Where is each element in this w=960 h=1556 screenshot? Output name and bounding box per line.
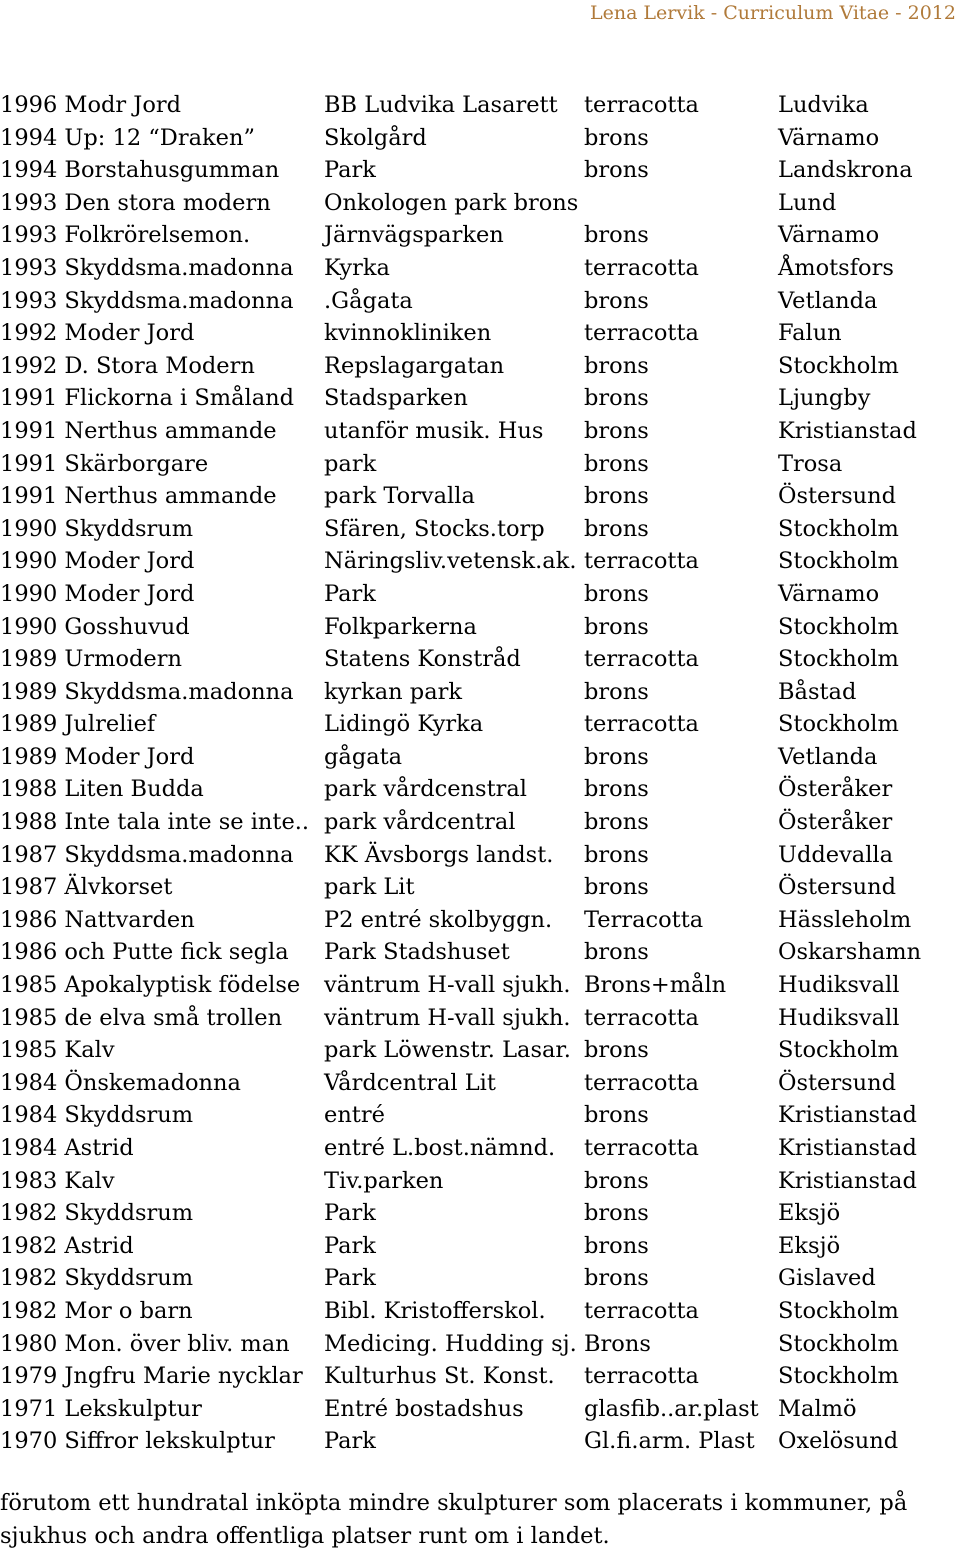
work-title: 1985 Kalv: [0, 1037, 115, 1064]
work-location: Repslagargatan: [324, 352, 505, 379]
work-title: 1985 Apokalyptisk födelse: [0, 972, 301, 999]
work-material: brons: [584, 841, 649, 868]
work-title: 1989 Urmodern: [0, 646, 182, 673]
work-location: Medicing. Hudding sj.: [324, 1330, 577, 1357]
work-title: 1994 Up: 12 “Draken”: [0, 124, 255, 151]
work-city: Värnamo: [778, 580, 880, 607]
work-location: Lidingö Kyrka: [324, 711, 484, 738]
work-location: Onkologen park brons: [324, 189, 579, 216]
work-material: terracotta: [584, 320, 699, 347]
work-title: 1982 Skyddsrum: [0, 1265, 194, 1292]
work-location: park: [324, 450, 377, 477]
work-row: [0, 317, 960, 350]
work-city: Eksjö: [778, 1232, 841, 1259]
work-row: [0, 1034, 960, 1067]
work-location: Folkparkerna: [324, 613, 477, 640]
work-location: Park: [324, 1265, 376, 1292]
work-title: 1993 Skyddsma.madonna: [0, 287, 294, 314]
work-city: Stockholm: [778, 1037, 899, 1064]
page-header-title: Lena Lervik - Curriculum Vitae - 2012: [589, 2, 956, 24]
work-location: Kyrka: [324, 254, 390, 281]
work-location: Vårdcentral Lit: [324, 1069, 496, 1096]
work-material: terracotta: [584, 254, 699, 281]
work-material: brons: [584, 1167, 649, 1194]
work-material: Gl.fi.arm. Plast: [584, 1428, 755, 1455]
work-location: Kulturhus St. Konst.: [324, 1363, 555, 1390]
work-row: [0, 871, 960, 904]
work-location: kyrkan park: [324, 678, 462, 705]
work-material: brons: [584, 1200, 649, 1227]
work-material: brons: [584, 939, 649, 966]
work-title: 1989 Moder Jord: [0, 743, 195, 770]
work-city: Landskrona: [778, 157, 913, 184]
work-row: [0, 219, 960, 252]
work-location: Stadsparken: [324, 385, 468, 412]
work-title: 1990 Moder Jord: [0, 548, 195, 575]
work-location: .Gågata: [324, 287, 413, 314]
work-title: 1982 Skyddsrum: [0, 1200, 194, 1227]
work-material: brons: [584, 157, 649, 184]
work-location: väntrum H-vall sjukh.: [324, 1004, 571, 1031]
work-location: KK Ävsborgs landst.: [324, 841, 554, 868]
work-row: [0, 936, 960, 969]
work-row: [0, 741, 960, 774]
work-material: brons: [584, 124, 649, 151]
work-material: terracotta: [584, 1069, 699, 1096]
work-row: [0, 1328, 960, 1361]
work-material: brons: [584, 1102, 649, 1129]
work-location: utanför musik. Hus: [324, 417, 544, 444]
work-location: Park: [324, 157, 376, 184]
work-row: [0, 1295, 960, 1328]
work-city: Värnamo: [778, 222, 880, 249]
work-city: Österåker: [778, 809, 893, 836]
work-city: Kristianstad: [778, 1102, 917, 1129]
work-row: [0, 578, 960, 611]
work-city: Kristianstad: [778, 1135, 917, 1161]
work-material: terracotta: [584, 646, 699, 673]
work-material: glasfib..ar.plast: [584, 1395, 759, 1422]
work-material: terracotta: [584, 548, 699, 575]
work-title: 1992 Moder Jord: [0, 320, 195, 347]
work-title: 1990 Skyddsrum: [0, 515, 194, 542]
work-city: Stockholm: [778, 711, 899, 738]
work-title: 1987 Skyddsma.madonna: [0, 841, 294, 868]
work-city: Lund: [778, 189, 837, 216]
work-row: [0, 969, 960, 1002]
work-material: Brons: [584, 1330, 651, 1357]
work-material: brons: [584, 776, 649, 803]
work-city: Stockholm: [778, 1330, 899, 1357]
work-location: park Torvalla: [324, 483, 475, 510]
work-row: [0, 1067, 960, 1100]
work-title: 1985 de elva små trollen: [0, 1004, 283, 1031]
work-city: Malmö: [778, 1395, 857, 1422]
work-row: [0, 1425, 960, 1458]
work-title: 1984 Skyddsrum: [0, 1102, 194, 1129]
work-material: brons: [584, 874, 649, 901]
work-row: [0, 480, 960, 513]
work-title: 1993 Den stora modern: [0, 189, 271, 216]
work-location: Entré bostadshus: [324, 1395, 524, 1422]
work-city: Oskarshamn: [778, 939, 922, 966]
work-location: Näringsliv.vetensk.ak.: [324, 548, 577, 575]
work-city: Vetlanda: [778, 743, 878, 770]
work-title: 1993 Folkrörelsemon.: [0, 222, 251, 249]
work-material: terracotta: [584, 1004, 699, 1031]
work-location: kvinnokliniken: [324, 320, 492, 347]
work-material: brons: [584, 287, 649, 314]
work-location: Statens Konstråd: [324, 646, 521, 673]
work-city: Stockholm: [778, 548, 899, 575]
work-title: 1979 Jngfru Marie nycklar: [0, 1363, 303, 1390]
work-material: terracotta: [584, 711, 699, 738]
work-city: Stockholm: [778, 515, 899, 542]
work-location: Park: [324, 1428, 376, 1455]
work-title: 1991 Nerthus ammande: [0, 483, 277, 510]
work-location: väntrum H-vall sjukh.: [324, 972, 571, 999]
work-row: [0, 415, 960, 448]
work-row: [0, 122, 960, 155]
work-location: BB Ludvika Lasarett: [324, 92, 558, 118]
work-location: park vårdcentral: [324, 809, 516, 836]
work-row: [0, 611, 960, 644]
work-title: 1982 Astrid: [0, 1232, 134, 1259]
work-row: [0, 154, 960, 187]
work-material: brons: [584, 417, 649, 444]
work-city: Hudiksvall: [778, 1004, 900, 1031]
work-row: [0, 545, 960, 578]
work-city: Trosa: [778, 450, 843, 477]
work-row: [0, 252, 960, 285]
work-row: [0, 676, 960, 709]
work-title: 1989 Julrelief: [0, 711, 156, 738]
work-title: 1993 Skyddsma.madonna: [0, 254, 294, 281]
work-row: [0, 1099, 960, 1132]
work-title: 1991 Nerthus ammande: [0, 417, 277, 444]
work-material: brons: [584, 222, 649, 249]
work-material: brons: [584, 515, 649, 542]
work-material: brons: [584, 580, 649, 607]
work-city: Falun: [778, 320, 842, 347]
work-material: brons: [584, 1232, 649, 1259]
work-material: brons: [584, 1265, 649, 1292]
work-row: [0, 285, 960, 318]
work-material: brons: [584, 613, 649, 640]
work-location: Park: [324, 1200, 376, 1227]
work-city: Österåker: [778, 776, 893, 803]
work-row: [0, 1132, 960, 1165]
work-row: [0, 806, 960, 839]
work-row: [0, 513, 960, 546]
work-title: 1989 Skyddsma.madonna: [0, 678, 294, 705]
work-row: [0, 839, 960, 872]
work-city: Ludvika: [778, 92, 869, 118]
work-material: brons: [584, 743, 649, 770]
work-row: [0, 1393, 960, 1426]
work-material: brons: [584, 1037, 649, 1064]
work-material: brons: [584, 450, 649, 477]
work-title: 1987 Älvkorset: [0, 874, 173, 901]
work-location: Park: [324, 1232, 376, 1259]
work-material: brons: [584, 352, 649, 379]
work-city: Värnamo: [778, 124, 880, 151]
work-material: Brons+måln: [584, 972, 727, 999]
work-title: 1990 Gosshuvud: [0, 613, 190, 640]
work-title: 1986 och Putte fick segla: [0, 939, 289, 966]
work-material: terracotta: [584, 92, 699, 118]
work-title: 1990 Moder Jord: [0, 580, 195, 607]
work-city: Uddevalla: [778, 841, 894, 868]
work-title: 1984 Astrid: [0, 1135, 134, 1161]
work-location: park Lit: [324, 874, 415, 901]
work-location: park Löwenstr. Lasar.: [324, 1037, 571, 1064]
work-material: brons: [584, 678, 649, 705]
work-row: [0, 382, 960, 415]
work-location: Sfären, Stocks.torp: [324, 515, 545, 542]
work-city: Stockholm: [778, 613, 899, 640]
work-title: 1996 Modr Jord: [0, 92, 182, 118]
work-city: Båstad: [778, 678, 857, 705]
work-title: 1991 Skärborgare: [0, 450, 209, 477]
work-location: entré: [324, 1102, 385, 1129]
work-material: brons: [584, 809, 649, 836]
work-city: Oxelösund: [778, 1428, 899, 1455]
work-city: Eksjö: [778, 1200, 841, 1227]
work-city: Östersund: [778, 483, 897, 510]
work-row: [0, 187, 960, 220]
work-material: brons: [584, 483, 649, 510]
work-city: Stockholm: [778, 1363, 899, 1390]
work-city: Stockholm: [778, 352, 899, 379]
work-location: Tiv.parken: [324, 1167, 444, 1194]
work-row: [0, 773, 960, 806]
work-title: 1971 Lekskulptur: [0, 1395, 202, 1422]
work-city: Östersund: [778, 874, 897, 901]
work-row: [0, 1002, 960, 1035]
work-row: [0, 1262, 960, 1295]
work-location: Park: [324, 580, 376, 607]
work-city: Åmotsfors: [778, 254, 894, 281]
work-location: park vårdcenstral: [324, 776, 528, 803]
work-material: brons: [584, 385, 649, 412]
work-location: Bibl. Kristofferskol.: [324, 1297, 546, 1324]
work-location: Skolgård: [324, 124, 427, 151]
work-title: 1980 Mon. över bliv. man: [0, 1330, 290, 1357]
work-title: 1988 Liten Budda: [0, 776, 204, 803]
work-title: 1992 D. Stora Modern: [0, 352, 255, 379]
work-title: 1988 Inte tala inte se inte..: [0, 809, 310, 836]
work-title: 1991 Flickorna i Småland: [0, 385, 295, 412]
work-row: [0, 1165, 960, 1198]
work-title: 1984 Önskemadonna: [0, 1069, 241, 1096]
work-material: terracotta: [584, 1363, 699, 1390]
work-city: Gislaved: [778, 1265, 876, 1292]
work-location: P2 entré skolbyggn.: [324, 906, 553, 933]
work-row: [0, 904, 960, 937]
work-city: Stockholm: [778, 646, 899, 673]
work-title: 1982 Mor o barn: [0, 1297, 193, 1324]
work-city: Kristianstad: [778, 1167, 917, 1194]
work-title: 1983 Kalv: [0, 1167, 115, 1194]
work-row: [0, 643, 960, 676]
work-location: entré L.bost.nämnd.: [324, 1135, 556, 1161]
work-title: 1986 Nattvarden: [0, 906, 195, 933]
work-material: terracotta: [584, 1297, 699, 1324]
work-row: [0, 1197, 960, 1230]
work-city: Vetlanda: [778, 287, 878, 314]
work-city: Hudiksvall: [778, 972, 900, 999]
work-title: 1994 Borstahusgumman: [0, 157, 280, 184]
work-location: Park Stadshuset: [324, 939, 510, 966]
work-city: Stockholm: [778, 1297, 899, 1324]
work-row: [0, 1360, 960, 1393]
work-city: Hässleholm: [778, 906, 912, 933]
work-material: Terracotta: [584, 906, 704, 933]
footnote-text: förutom ett hundratal inköpta mindre skulpturer som placerats i kommuner, på sjukhus och andra offentliga platser runt om i landet.: [0, 1490, 908, 1549]
work-title: 1970 Siffror lekskulptur: [0, 1428, 275, 1455]
work-location: gågata: [324, 743, 403, 770]
work-city: Kristianstad: [778, 417, 917, 444]
work-material: terracotta: [584, 1135, 699, 1161]
work-row: [0, 708, 960, 741]
work-city: Östersund: [778, 1069, 897, 1096]
work-row: [0, 448, 960, 481]
work-row: [0, 89, 960, 122]
public-works-list: [0, 89, 960, 1458]
work-row: [0, 1230, 960, 1263]
work-city: Ljungby: [778, 385, 871, 412]
work-row: [0, 350, 960, 383]
work-location: Järnvägsparken: [324, 222, 504, 249]
